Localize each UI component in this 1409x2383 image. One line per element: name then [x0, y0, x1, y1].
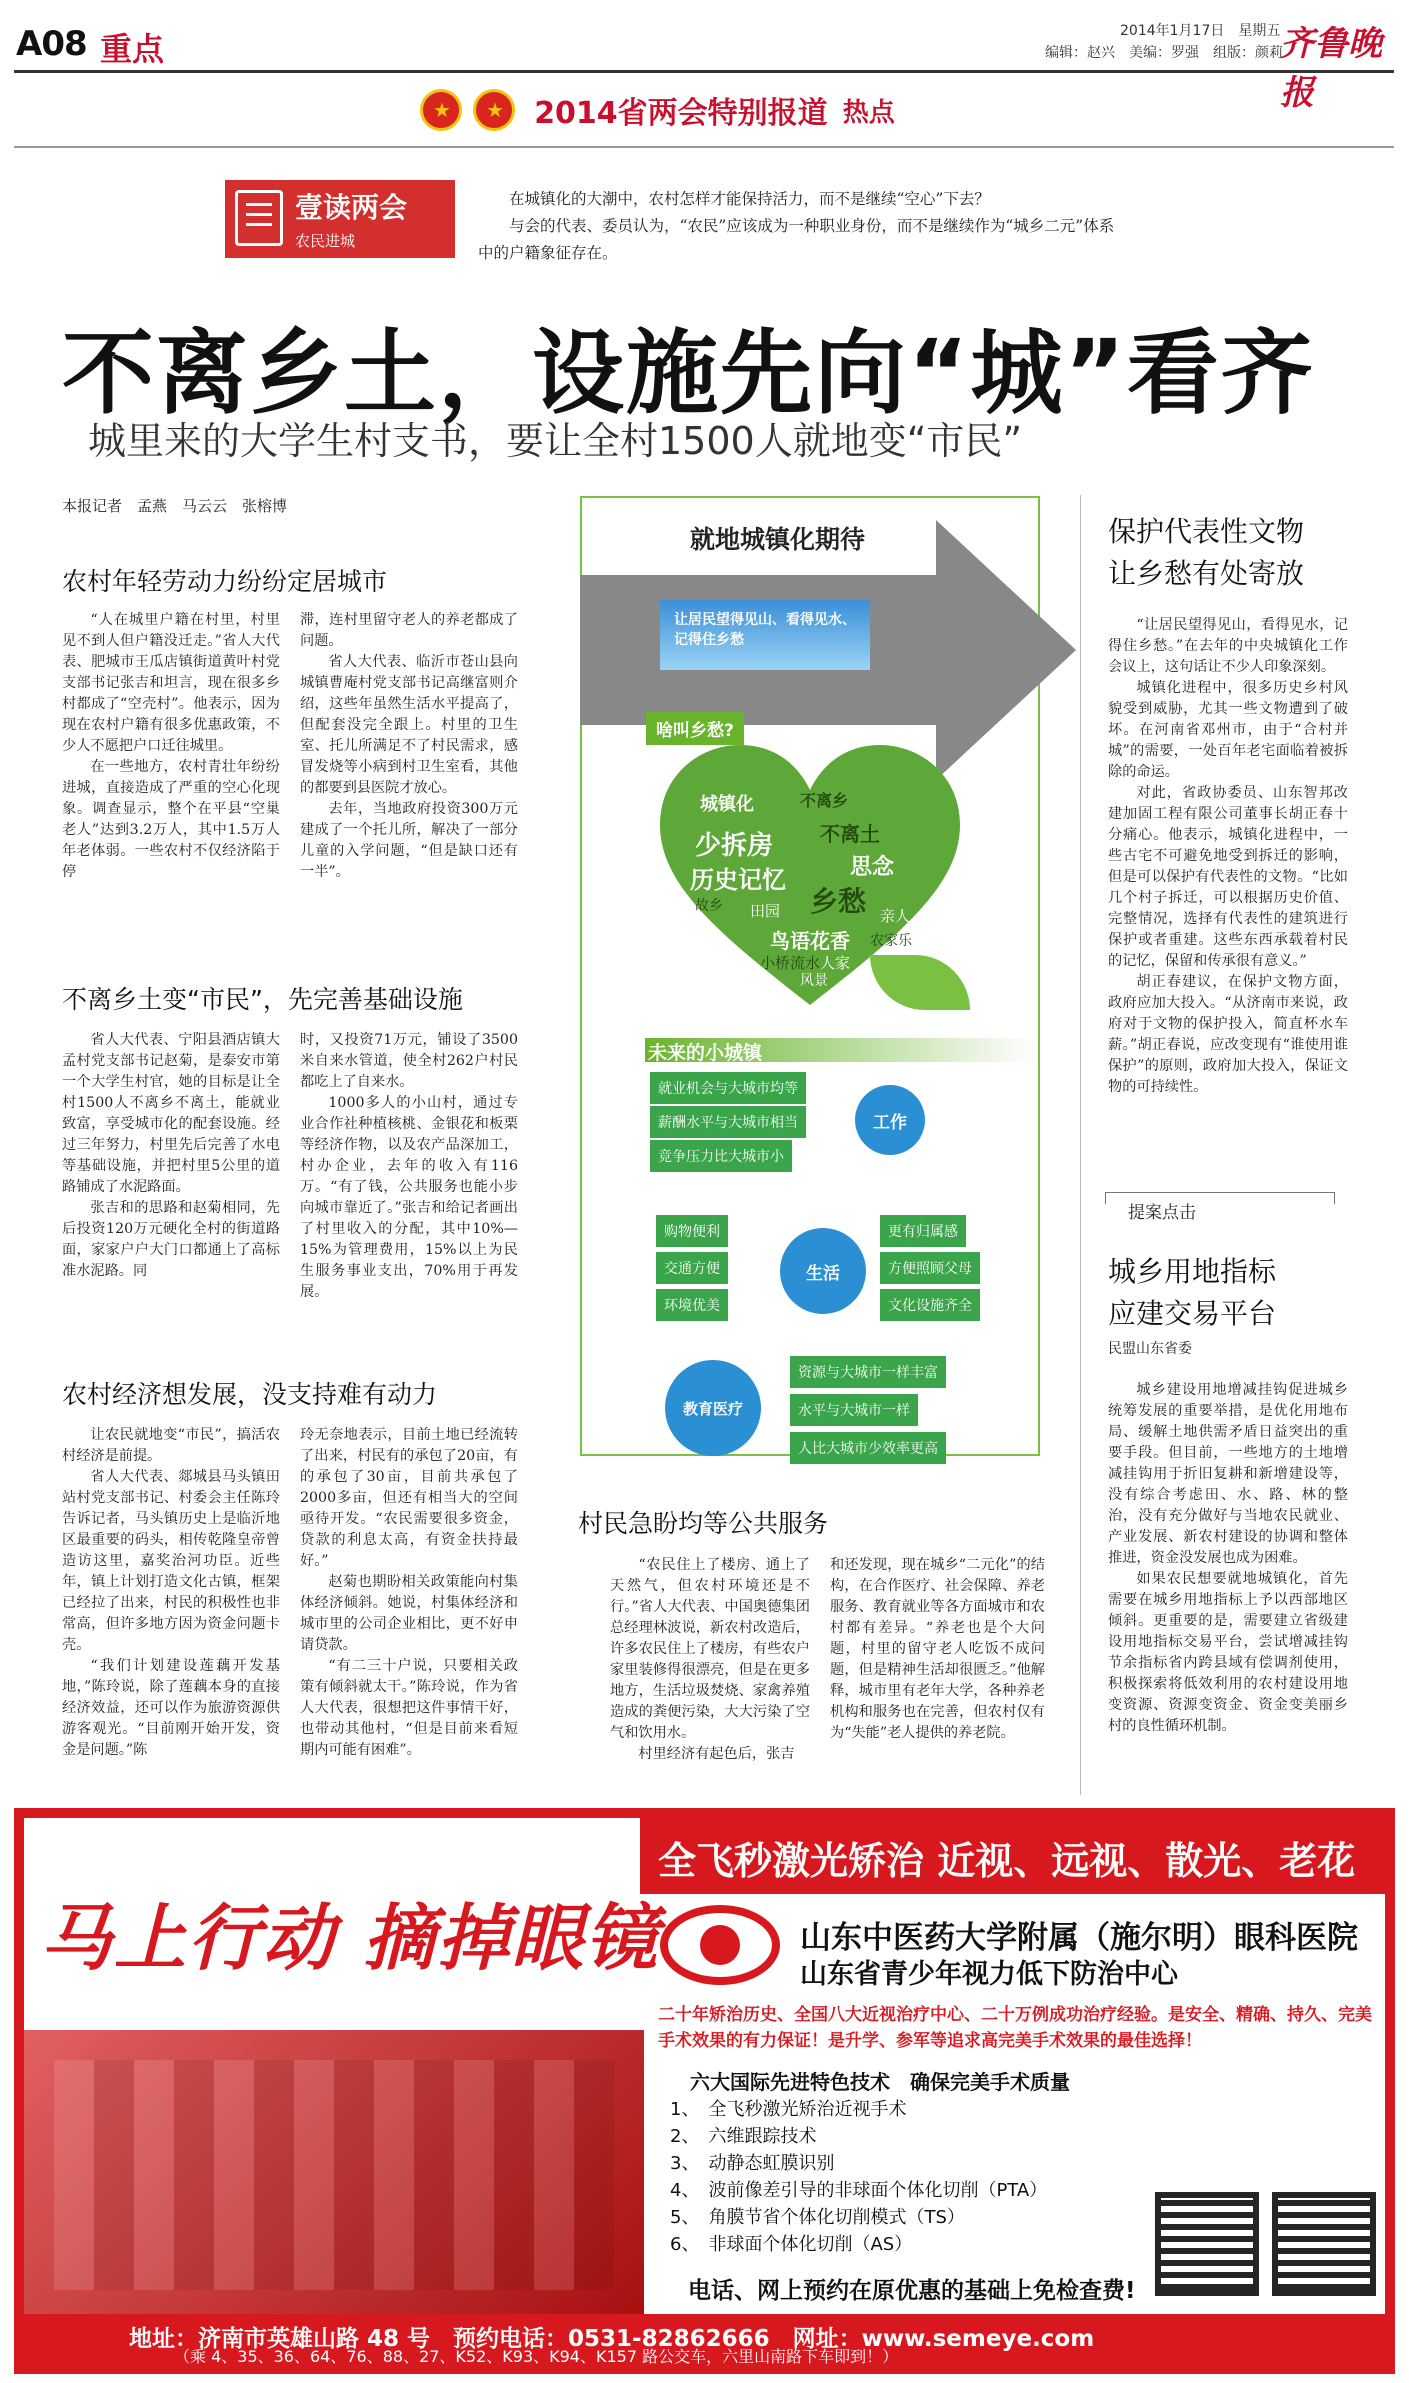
paragraph: 滞，连村里留守老人的养老都成了问题。 [300, 612, 518, 649]
work-item: 就业机会与大城市均等 [650, 1072, 806, 1104]
section-heading: 应建交易平台 [1108, 1297, 1277, 1330]
ad-photo [24, 2030, 644, 2320]
article-column [62, 1425, 280, 1797]
heart-word: 亲人 [880, 907, 911, 925]
eye-icon [660, 1905, 780, 1985]
subheadline: 城里来的大学生村支书，要让全村1500人就地变“市民” [88, 419, 1023, 463]
heart-word: 小桥流水 [760, 954, 821, 972]
heart-word: 少拆房 [695, 831, 774, 861]
intro-paragraph: 与会的代表、委员认为，“农民”应该成为一种职业身份，而不是继续作为“城乡二元”体系中的户籍象征存在。 [478, 217, 1115, 262]
life-item: 文化设施齐全 [880, 1289, 980, 1321]
ad-slogan: 马上行动 摘掉眼镜 [40, 1895, 660, 1980]
article-column [1108, 615, 1348, 1185]
life-item: 更有归属感 [880, 1215, 966, 1247]
intro-paragraph: 在城镇化的大潮中，农村怎样才能保持活力，而不是继续“空心”下去？ [509, 190, 990, 208]
paragraph: 在一些地方，农村青壮年纷纷进城，直接造成了严重的空心化现象。调查显示，整个在平县“空巢老人”达到3.2万人，其中1.5万人年老体弱。一些农村不仅经济陷于停 [62, 759, 280, 880]
national-emblem-icon [420, 89, 462, 131]
section-heading: 城乡用地指标 [1108, 1255, 1277, 1288]
life-item: 购物便利 [656, 1215, 728, 1247]
heart-word: 乡愁 [810, 885, 867, 918]
banner-title: 2014省两会特别报道 [534, 96, 828, 131]
section-heading: 不离乡土变“市民”，先完善基础设施 [62, 985, 463, 1014]
byline: 本报记者 孟燕 马云云 张榕博 [62, 497, 288, 515]
section-heading: 村民急盼均等公共服务 [578, 1509, 829, 1538]
heart-word: 故乡 [695, 898, 723, 914]
life-item: 交通方便 [656, 1252, 728, 1284]
tech-title: 六大国际先进特色技术 确保完美手术质量 [690, 2070, 1070, 2094]
section-heading: 农村经济想发展，没支持难有动力 [62, 1380, 438, 1409]
heart-word: 风景 [800, 973, 828, 989]
heart-word: 农家乐 [870, 933, 912, 949]
work-circle [855, 1085, 925, 1155]
paragraph: 玲无奈地表示，目前土地已经流转了出来，村民有的承包了20亩，有的承包了30亩，目前共承包了2000多亩，但还有相当大的空间亟待开发。“农民需要很多资金，贷款的利息太高，有资金扶持最好。” [300, 1427, 518, 1569]
article-column [300, 610, 518, 955]
ad-address: 地址：济南市英雄山路 48 号 预约电话：0531-82862666 网址：www.semeye.com [129, 2326, 1095, 2352]
heart-word: 城镇化 [700, 794, 754, 815]
ad-footer [24, 2314, 1385, 2364]
issue-date: 2014年1月17日 星期五 [1120, 23, 1281, 39]
paragraph: 去年，当地政府投资300万元建成了一个托儿所，解决了一部分儿童的入学问题，“但是缺口还有一半”。 [300, 801, 518, 880]
work-item: 薪酬水平与大城市相当 [650, 1106, 806, 1138]
question-tag: 未来的小城镇 [648, 1042, 763, 1064]
heart-word: 人家 [820, 954, 851, 972]
paragraph: 城乡建设用地增减挂钩促进城乡统筹发展的重要举措，是优化用地布局、缓解土地供需矛盾日益突出的重要手段。但目前，一些地方的土地增减挂钩用于折旧复耕和新增建设等，没有综合考虑田、水、路、林的整治，没有充分做好与当地农民就业、产业发展、新农村建设的协调和整体推进，资金没发展也成为困难。 [1108, 1382, 1348, 1566]
tech-item: 5、 角膜节省个体化切削模式（TS） [670, 2207, 965, 2228]
paragraph: “有二三十户说，只要相关政策有倾斜就太干。”陈玲说，作为省人大代表，很想把这件事情干好，也带动其他村，“但是目前来看短期内可能有困难”。 [300, 1658, 518, 1758]
work-label: 工作 [873, 1112, 907, 1133]
column-subtitle: 农民进城 [295, 232, 356, 250]
special-report-banner [420, 88, 1060, 140]
life-item: 方便照顾父母 [880, 1252, 980, 1284]
editors-credit: 编辑：赵兴 美编：罗强 组版：颜莉 [1045, 45, 1283, 61]
heart-word: 鸟语花香 [770, 929, 850, 953]
heart-word: 不离乡 [800, 791, 849, 810]
banner-divider [14, 146, 1394, 148]
heart-words [690, 780, 930, 989]
headline: 不离乡土，设施先向“城”看齐 [62, 320, 1315, 427]
paragraph: 省人大代表、宁阳县酒店镇大孟村党支部书记赵菊，是泰安市第一个大学生村官，她的目标是让全村1500人不离乡不离土，能就业致富，享受城市化的配套设施。经过三年努力，村里先后完善了水电等基础设施，并把村里5公里的道路铺成了水泥路面。 [62, 1032, 280, 1195]
ad-bus-routes: （乘 4、35、36、64、76、88、27、K52、K93、K94、K157 路公交车，六里山南路下车即到！） [174, 2347, 899, 2366]
paragraph: “农民住上了楼房、通上了天然气，但农村环境还是不行。”省人大代表、中国奥德集团总经理林波说，新农村改造后，许多农民住上了楼房，有些农户家里装修得很漂亮，但是在更多地方，生活垃圾焚烧、家禽养殖造成的粪便污染，大大污染了空气和饮用水。 [610, 1557, 810, 1741]
life-item: 环境优美 [656, 1289, 728, 1321]
arrow-head [936, 520, 1076, 780]
paragraph: 赵菊也期盼相关政策能向村集体经济倾斜。她说，村集体经济和城市里的公司企业相比，更不好申请贷款。 [300, 1574, 518, 1653]
article-column [830, 1555, 1045, 1793]
masthead-logo: 齐鲁晚报 [1280, 24, 1382, 113]
section-heading: 农村年轻劳动力纷纷定居城市 [62, 567, 388, 596]
tech-item: 2、 六维跟踪技术 [670, 2126, 817, 2147]
qr-code-icon [1155, 2192, 1259, 2296]
edu-item: 人比大城市少效率更高 [790, 1432, 946, 1464]
page-number: A08 [16, 24, 87, 64]
section-heading: 保护代表性文物 [1108, 515, 1305, 548]
paragraph: 胡正春建议，在保护文物方面，政府应加大投入。“从济南市来说，政府对于文物的保护投入，简直杯水车薪。”胡正春说，应改变现有“谁使用谁保护”的原则，政府加大投入，保证文物的可持续性。 [1108, 974, 1348, 1095]
edu-item: 水平与大城市一样 [790, 1394, 918, 1426]
paragraph: 和还发现，现在城乡“二元化”的结构，在合作医疗、社会保障、养老服务、教育就业等各方面城市和农村都有差异。“养老也是个大问题，村里的留守老人吃饭不成问题，但是精神生活却很匮乏。”他解释，城市里有老年大学，各种养老机构和服务也在完善，但农村仅有为“失能”老人提供的养老院。 [830, 1557, 1045, 1741]
proposal-author: 民盟山东省委 [1108, 1341, 1192, 1357]
ad-claim: 二十年矫治历史、全国八大近视治疗中心、二十万例成功治疗经验。是安全、精确、持久、完美手术效果的有力保证！是升学、参军等追求高完美手术效果的最佳选择！ [658, 2005, 1372, 2051]
ad-headline: 全飞秒激光矫治 近视、远视、散光、老花 [640, 1818, 1385, 1894]
section-name: 重点 [100, 30, 165, 68]
header-divider [14, 70, 1394, 73]
paragraph: 对此，省政协委员、山东智邦改建加固工程有限公司董事长胡正春十分痛心。他表示，城镇化进程中，一些古宅不可避免地受到拆迁的影响，但是可以保护有代表性的文物。“比如几个村子拆迁，可以根据历史价值、完整情况，选择有代表性的建筑进行保护或者重建。这些东西承载着村民的记忆，保留和传承很有意义。” [1108, 785, 1348, 969]
section-heading: 让乡愁有处寄放 [1108, 557, 1305, 590]
heart-word: 不离土 [820, 822, 880, 846]
paragraph: “让居民望得见山，看得见水，记得住乡愁。”在去年的中央城镇化工作会议上，这句话让不少人印象深刻。 [1108, 617, 1348, 675]
article-intro [478, 186, 1118, 267]
tech-list [670, 2096, 1047, 2258]
paragraph: “人在城里户籍在村里，村里见不到人但户籍没迁走。”省人大代表、肥城市王瓜店镇街道黄叶村党支部书记张吉和坦言，现在很多乡村都成了“空壳村”。他表示，因为现在农村户籍有很多优惠政策，不少人不愿把户口迁往城里。 [62, 612, 280, 754]
edu-label: 教育医疗 [682, 1399, 743, 1418]
tip-label: 提案点击 [1128, 1203, 1196, 1223]
paragraph: 如果农民想要就地城镇化，首先需要在城乡用地指标上予以西部地区倾斜。更重要的是，需要建立省级建设用地指标交易平台，尝试增减挂钩节余指标省内跨县域有偿调剂使用，积极探索将低效利用的农村建设用地变资源、资源变资金、资金变美丽乡村的良性循环机制。 [1108, 1571, 1348, 1734]
paragraph: 时，又投资71万元，铺设了3500米自来水管道，使全村262户村民都吃上了自来水。 [300, 1032, 518, 1090]
paragraph: 城镇化进程中，很多历史乡村风貌受到威胁，尤其一些文物遭到了破坏。在河南省邓州市，由于“合村并城”的需要，一处百年老宅面临着被拆除的命运。 [1108, 680, 1348, 780]
qr-code-icon [1272, 2192, 1376, 2296]
heart-word: 思念 [850, 855, 895, 880]
tech-item: 1、 全飞秒激光矫治近视手术 [670, 2099, 907, 2120]
edu-circle [665, 1360, 761, 1456]
article-column [610, 1555, 810, 1793]
edu-item: 资源与大城市一样丰富 [790, 1356, 946, 1388]
article-column [62, 610, 280, 955]
article-column [300, 1030, 518, 1370]
paragraph: “我们计划建设莲藕开发基地，”陈玲说，除了莲藕本身的直接经济效益，还可以作为旅游资源供游客观光。“目前刚开始开发，资金是问题。”陈 [62, 1658, 280, 1758]
column-badge [225, 180, 455, 258]
heart-word: 田园 [750, 902, 781, 920]
paragraph: 张吉和的思路和赵菊相同，先后投资120万元硬化全村的街道路面，家家户户大门口都通上了高标准水泥路。同 [62, 1200, 280, 1279]
article-column [300, 1425, 518, 1797]
article-column [1108, 1380, 1348, 1795]
cppcc-emblem-icon [473, 89, 515, 131]
article-column [62, 1030, 280, 1370]
work-item: 竞争压力比大城市小 [650, 1140, 792, 1172]
ad-booking: 电话、网上预约在原优惠的基础上免检查费! [688, 2278, 1136, 2304]
column-title: 壹读两会 [295, 191, 408, 224]
tech-item: 6、 非球面个体化切削（AS） [670, 2234, 913, 2255]
paragraph: 村里经济有起色后，张吉 [638, 1746, 795, 1762]
banner-subtitle: 热点 [842, 97, 895, 128]
tech-item: 3、 动静态虹膜识别 [670, 2153, 835, 2174]
question-tag: 啥叫乡愁? [646, 712, 744, 745]
hospital-center: 山东省青少年视力低下防治中心 [800, 1959, 1178, 1990]
landscape-caption: 让居民望得见山、看得见水、记得住乡愁 [660, 600, 870, 670]
notebook-icon [235, 190, 283, 246]
heart-word: 历史记忆 [690, 866, 786, 894]
column-divider [1080, 495, 1081, 1795]
paragraph: 省人大代表、郯城县马头镇田站村党支部书记、村委会主任陈玲告诉记者，马头镇历史上是临沂地区最重要的码头，相传乾隆皇帝曾造访这里，嘉奖治河功臣。近些年，镇上计划打造文化古镇，框架已经拉了出来，村民的积极性也非常高，但许多地方因为资金问题卡壳。 [62, 1469, 280, 1653]
life-circle [780, 1228, 866, 1314]
tech-item: 4、 波前像差引导的非球面个体化切削（PTA） [670, 2180, 1048, 2201]
life-label: 生活 [806, 1263, 840, 1284]
paragraph: 省人大代表、临沂市苍山县向城镇曹庵村党支部书记高继富则介绍，这些年虽然生活水平提高了，但配套没完全跟上。村里的卫生室、托儿所满足不了村民需求，感冒发烧等小病到村卫生室看，其他的都要到县医院才放心。 [300, 654, 518, 796]
hospital-name: 山东中医药大学附属（施尔明）眼科医院 [800, 1920, 1358, 1956]
paragraph: 让农民就地变“市民”，搞活农村经济是前提。 [62, 1427, 280, 1464]
paragraph: 1000多人的小山村，通过专业合作社种植核桃、金银花和板栗等经济作物，以及农产品深加工，村办企业，去年的收入有116万。“有了钱，公共服务也能小步向城市靠近了。”张吉和给记者画出了村里收入的分配，其中10%—15%为管理费用，15%以上为民生服务事业支出，70%用于再发展。 [300, 1095, 518, 1300]
infographic-title: 就地城镇化期待 [690, 525, 866, 554]
